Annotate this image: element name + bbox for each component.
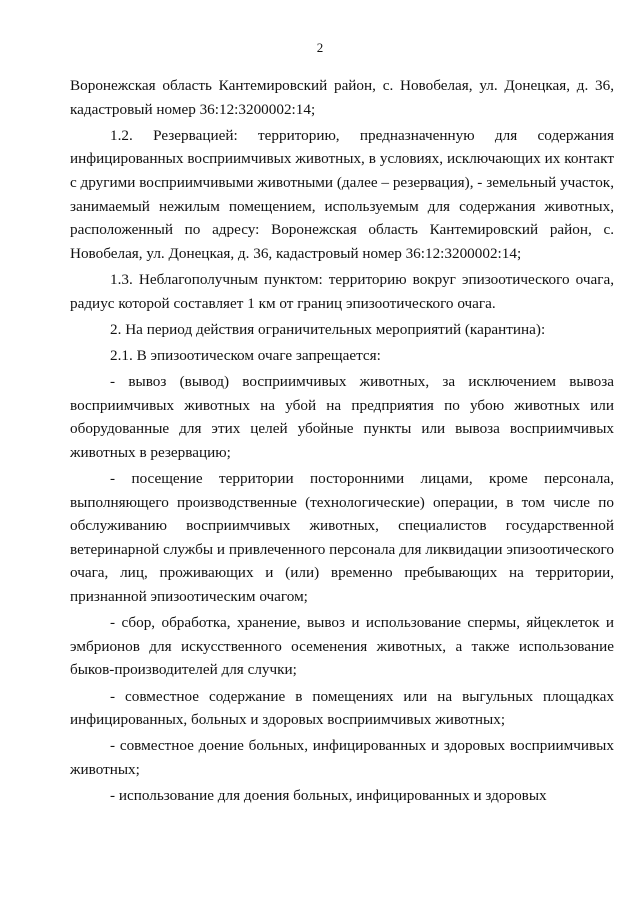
list-item-joint-housing: - совместное содержание в помещениях или на выгульных площадках инфицированных, больных и здоровых восприимчивых животных; bbox=[70, 687, 614, 729]
list-item-animal-removal: - вывоз (вывод) восприимчивых животных, за исключением вывоза восприимчивых животных на убой на предприятия по убою животных или оборудованные для этих целей убойные пункты или вывоза восприимчивых животных в резервацию; bbox=[70, 373, 614, 461]
paragraph-1-2-reservation: 1.2. Резервацией: территорию, предназначенную для содержания инфицированных восприимчивых животных, в условиях, исключающих их контакт с другими восприимчивыми животными (далее – резервация), - земельный участок, занимаемый нежилым помещением, используемым для содержания животных, расположенный по адресу: Воронежская область Кантемировский район, с. Новобелая, ул. Донецкая, д. 36, кадастровый номер 36:12:3200002:14; bbox=[70, 126, 614, 262]
list-item-joint-milking: - совместное доение больных, инфицированных и здоровых восприимчивых животных; bbox=[70, 737, 614, 778]
list-item-sperm-collection: - сбор, обработка, хранение, вывоз и использование спермы, яйцеклеток и эмбрионов для искусственного осеменения животных, а также использование быков-производителей для случки; bbox=[70, 614, 614, 679]
document-body bbox=[70, 74, 614, 810]
paragraph-2-quarantine-period: 2. На период действия ограничительных мероприятий (карантина): bbox=[110, 320, 546, 338]
list-item-visitor-access: - посещение территории посторонними лицами, кроме персонала, выполняющего производственные (технологические) операции, в том числе по обслуживанию восприимчивых животных, специалистов государственной ветеринарной службы и привлеченного персонала для ликвидации эпизоотического очага, лиц, проживающих и (или) временно пребывающих на территории, признанной эпизоотическим очагом; bbox=[70, 470, 614, 606]
paragraph-address-continuation: Воронежская область Кантемировский район, с. Новобелая, ул. Донецкая, д. 36, кадастровый номер 36:12:3200002:14; bbox=[70, 77, 614, 118]
paragraph-1-3-unfavorable-point: 1.3. Неблагополучным пунктом: территорию вокруг эпизоотического очага, радиус которой составляет 1 км от границ эпизоотического очага. bbox=[70, 270, 614, 312]
page-number: 2 bbox=[316, 40, 324, 55]
list-item-milking-equipment: - использование для доения больных, инфицированных и здоровых bbox=[110, 787, 547, 805]
paragraph-2-1-prohibited: 2.1. В эпизоотическом очаге запрещается: bbox=[110, 346, 381, 364]
